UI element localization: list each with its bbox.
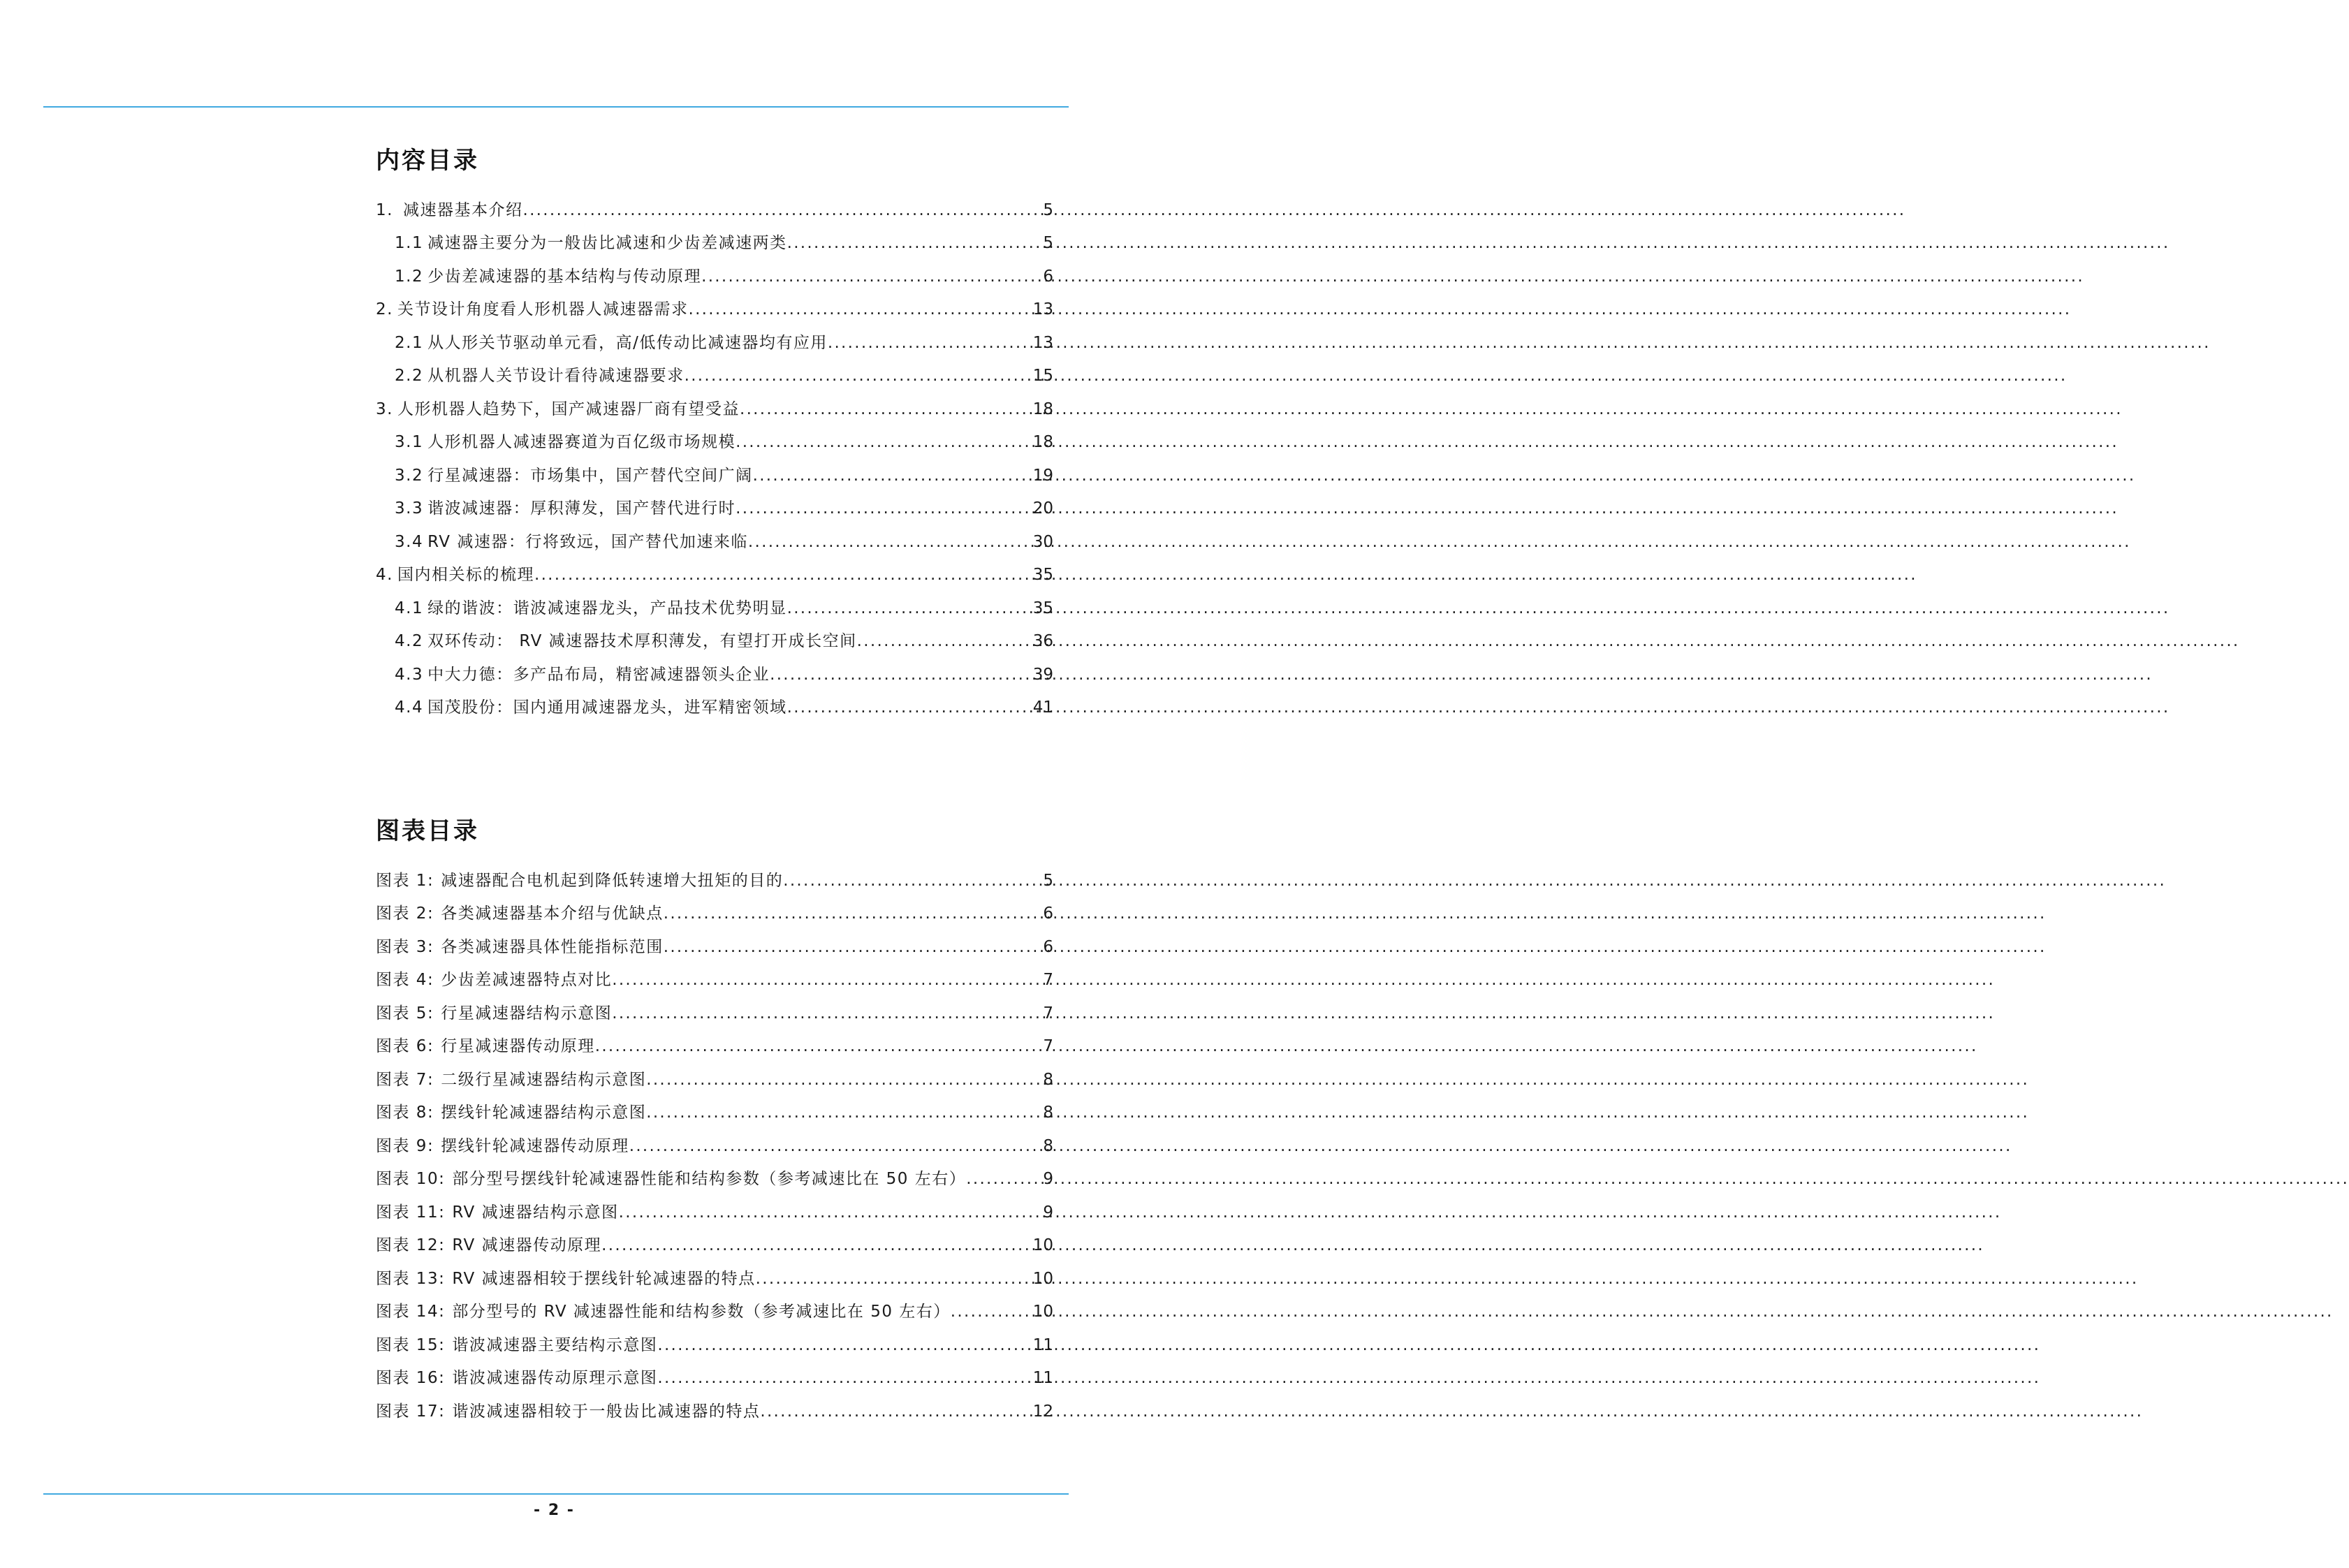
figure-leader-dots — [646, 1102, 1041, 1123]
figure-entry-title: 二级行星减速器结构示意图 — [441, 1070, 647, 1089]
figure-entry[interactable] — [376, 1292, 1053, 1326]
figure-entry-number: 图表 7: — [376, 1070, 434, 1089]
toc-entry-page: 35 — [1032, 599, 1053, 617]
toc-entry-title: 中大力德：多产品布局，精密减速器领头企业 — [427, 665, 770, 684]
toc-leader-dots — [522, 200, 1041, 221]
toc-entry[interactable] — [376, 190, 1053, 224]
toc-entry-number: 4. — [376, 566, 393, 584]
toc-entry-number: 3.4 — [395, 532, 424, 551]
figure-entry[interactable] — [376, 1060, 1053, 1093]
toc-entry[interactable] — [376, 290, 1053, 323]
toc-entry[interactable] — [376, 224, 1053, 257]
figure-entry-page: 6 — [1043, 904, 1053, 923]
figure-entry-number: 图表 10: — [376, 1170, 446, 1188]
toc-leader-dots — [753, 465, 1032, 486]
toc-entry-title: 国内相关标的梳理 — [397, 566, 534, 584]
figure-entry[interactable] — [376, 1358, 1053, 1392]
figure-entry-page: 12 — [1032, 1402, 1053, 1421]
figure-entry-number: 图表 8: — [376, 1104, 434, 1122]
figure-leader-dots — [664, 903, 1042, 924]
figure-entry-title: 各类减速器基本介绍与优缺点 — [441, 904, 664, 923]
figure-leader-dots — [646, 1069, 1041, 1090]
toc-entry-page: 18 — [1032, 400, 1053, 418]
toc-leader-dots — [534, 564, 1032, 585]
figure-entry-page: 8 — [1043, 1104, 1053, 1122]
figure-entry-page: 8 — [1043, 1136, 1053, 1155]
figure-entry-number: 图表 5: — [376, 1004, 434, 1023]
toc-entry-page: 20 — [1032, 499, 1053, 518]
toc-leader-dots — [740, 399, 1032, 420]
figure-entry-title: 部分型号摆线针轮减速器性能和结构参数（参考减速比在 50 左右） — [452, 1170, 967, 1188]
toc-entry-page: 15 — [1032, 367, 1053, 385]
figure-entry-page: 9 — [1043, 1170, 1053, 1188]
figure-entry-number: 图表 12: — [376, 1236, 446, 1254]
list-of-figures — [376, 810, 1053, 1425]
figure-entry-number: 图表 17: — [376, 1402, 446, 1421]
figure-entry-title: 摆线针轮减速器传动原理 — [441, 1136, 629, 1155]
toc-entry-number: 3.3 — [395, 499, 424, 518]
toc-leader-dots — [736, 498, 1032, 519]
toc-entry-number: 1. — [376, 200, 393, 219]
toc-entry-page: 5 — [1043, 234, 1053, 252]
figure-leader-dots — [612, 969, 1041, 990]
toc-entry-page: 13 — [1032, 300, 1053, 318]
toc-leader-dots — [787, 697, 1032, 718]
toc-entry-title: 减速器主要分为一般齿比减速和少齿差减速两类 — [427, 234, 787, 252]
figure-leader-dots — [966, 1168, 1041, 1189]
figure-entry-number: 图表 14: — [376, 1303, 446, 1321]
figure-entry[interactable] — [376, 1192, 1053, 1226]
toc-entry-title: 减速器基本介绍 — [402, 200, 523, 219]
figure-entry[interactable] — [376, 993, 1053, 1027]
figure-entry-title: 少齿差减速器特点对比 — [441, 971, 613, 989]
toc-entry-title: 人形机器人减速器赛道为百亿级市场规模 — [427, 433, 736, 451]
toc-entry-number: 3. — [376, 400, 393, 418]
toc-entry-page: 5 — [1043, 200, 1053, 219]
toc-entry-number: 4.4 — [395, 698, 424, 717]
figure-entry-title: 部分型号的 RV 减速器性能和结构参数（参考减速比在 50 左右） — [452, 1303, 951, 1321]
toc-entry[interactable] — [376, 555, 1053, 589]
toc-entry-number: 1.2 — [395, 267, 424, 286]
footer-rule — [43, 1493, 1069, 1495]
figure-entry-title: 摆线针轮减速器结构示意图 — [441, 1104, 647, 1122]
toc-entry[interactable] — [376, 389, 1053, 423]
figure-entry-title: 行星减速器传动原理 — [441, 1037, 595, 1055]
figure-entry-page: 6 — [1043, 937, 1053, 956]
figure-leader-dots — [612, 1003, 1041, 1024]
toc-entry[interactable] — [376, 423, 1053, 456]
toc-entry-page: 39 — [1032, 665, 1053, 684]
figure-entry-page: 5 — [1043, 871, 1053, 890]
toc-entry-page: 30 — [1032, 532, 1053, 551]
toc-entry-number: 2. — [376, 300, 393, 318]
toc-entry-title: 国茂股份：国内通用减速器龙头，进军精密领域 — [427, 698, 787, 717]
toc-entry-title: RV 减速器：行将致远，国产替代加速来临 — [427, 532, 748, 551]
toc-entry[interactable] — [376, 356, 1053, 390]
toc-leader-dots — [857, 631, 1032, 652]
figure-entry[interactable] — [376, 1226, 1053, 1259]
figure-entry-number: 图表 16: — [376, 1369, 446, 1387]
figure-entry[interactable] — [376, 894, 1053, 928]
toc-entry-number: 4.1 — [395, 599, 424, 617]
toc-entry-title: 绿的谐波：谐波减速器龙头，产品技术优势明显 — [427, 599, 787, 617]
toc-entry-title: 人形机器人趋势下，国产减速器厂商有望受益 — [397, 400, 740, 418]
toc-entry[interactable] — [376, 654, 1053, 688]
figure-entry-number: 图表 6: — [376, 1037, 434, 1055]
figure-leader-dots — [756, 1268, 1032, 1289]
figure-entry-page: 9 — [1043, 1203, 1053, 1222]
toc-entry-title: 关节设计角度看人形机器人减速器需求 — [397, 300, 689, 318]
toc-entry-page: 18 — [1032, 433, 1053, 451]
toc-entry-number: 2.1 — [395, 333, 424, 352]
figure-entry-title: 行星减速器结构示意图 — [441, 1004, 613, 1023]
toc-leader-dots — [828, 332, 1032, 353]
figure-leader-dots — [783, 870, 1041, 891]
figure-entry-title: RV 减速器结构示意图 — [452, 1203, 619, 1222]
toc-entry-title: 少齿差减速器的基本结构与传动原理 — [427, 267, 702, 286]
figure-entry-page: 11 — [1032, 1369, 1053, 1387]
figure-entry[interactable] — [376, 1159, 1053, 1193]
toc-entry-page: 13 — [1032, 333, 1053, 352]
toc-entry-page: 6 — [1043, 267, 1053, 286]
toc-entry-number: 3.1 — [395, 433, 424, 451]
toc-leader-dots — [688, 299, 1031, 320]
figure-entry-number: 图表 9: — [376, 1136, 434, 1155]
table-of-contents — [376, 140, 1053, 721]
figure-entry[interactable] — [376, 1259, 1053, 1292]
toc-leader-dots — [770, 664, 1032, 685]
figures-list — [376, 860, 1053, 1425]
figure-entry-page: 7 — [1043, 1037, 1053, 1055]
figure-entry-number: 图表 15: — [376, 1335, 446, 1354]
figure-entry-title: RV 减速器相较于摆线针轮减速器的特点 — [452, 1269, 756, 1288]
figure-entry[interactable] — [376, 960, 1053, 994]
figure-entry-title: 各类减速器具体性能指标范围 — [441, 937, 664, 956]
toc-entry-title: 行星减速器：市场集中，国产替代空间广阔 — [427, 466, 753, 485]
toc-entry-title: 从机器人关节设计看待减速器要求 — [427, 367, 685, 385]
toc-entry-number: 3.2 — [395, 466, 424, 485]
toc-entry-page: 41 — [1032, 698, 1053, 717]
toc-entry-number: 1.1 — [395, 234, 424, 252]
figure-leader-dots — [601, 1235, 1032, 1256]
toc-heading: 内容目录 — [376, 147, 479, 175]
toc-entry[interactable] — [376, 323, 1053, 356]
toc-entry[interactable] — [376, 489, 1053, 522]
figure-entry-page: 11 — [1032, 1335, 1053, 1354]
toc-entry-number: 4.3 — [395, 665, 424, 684]
toc-entry[interactable] — [376, 622, 1053, 655]
figure-leader-dots — [760, 1401, 1031, 1422]
figure-entry-page: 8 — [1043, 1070, 1053, 1089]
figures-heading: 图表目录 — [376, 817, 479, 845]
toc-entry-page: 36 — [1032, 632, 1053, 650]
figure-leader-dots — [629, 1136, 1042, 1157]
figure-entry-number: 图表 4: — [376, 971, 434, 989]
figure-entry-page: 10 — [1032, 1236, 1053, 1254]
figure-entry-number: 图表 11: — [376, 1203, 446, 1222]
toc-entry[interactable] — [376, 588, 1053, 622]
figure-leader-dots — [595, 1036, 1042, 1057]
figure-entry-number: 图表 2: — [376, 904, 434, 923]
figure-entry[interactable] — [376, 1391, 1053, 1425]
figure-entry[interactable] — [376, 1093, 1053, 1127]
toc-entry-title: 谐波减速器：厚积薄发，国产替代进行时 — [427, 499, 736, 518]
toc-leader-dots — [787, 598, 1032, 619]
figure-entry-title: 谐波减速器传动原理示意图 — [452, 1369, 658, 1387]
figure-leader-dots — [657, 1368, 1031, 1389]
figure-entry-page: 10 — [1032, 1269, 1053, 1288]
figure-entry-number: 图表 1: — [376, 871, 434, 890]
toc-leader-dots — [748, 532, 1032, 552]
toc-entry[interactable] — [376, 256, 1053, 290]
figure-entry-page: 7 — [1043, 971, 1053, 989]
toc-leader-dots — [701, 266, 1041, 287]
figure-leader-dots — [657, 1335, 1031, 1356]
toc-entry-page: 19 — [1032, 466, 1053, 485]
page-number: - 2 - — [534, 1502, 575, 1519]
figure-entry-page: 7 — [1043, 1004, 1053, 1023]
toc-entry[interactable] — [376, 522, 1053, 555]
figure-entry[interactable] — [376, 1126, 1053, 1159]
figure-leader-dots — [619, 1202, 1042, 1223]
toc-entry[interactable] — [376, 688, 1053, 721]
toc-entry-title: 双环传动： RV 减速器技术厚积薄发，有望打开成长空间 — [427, 632, 857, 650]
figure-entry-number: 图表 3: — [376, 937, 434, 956]
toc-entry[interactable] — [376, 455, 1053, 489]
toc-entry-number: 4.2 — [395, 632, 424, 650]
toc-entry-page: 35 — [1032, 566, 1053, 584]
header-rule — [43, 106, 1069, 108]
figure-leader-dots — [951, 1301, 1032, 1322]
figure-entry-number: 图表 13: — [376, 1269, 446, 1288]
toc-entry-title: 从人形关节驱动单元看，高/低传动比减速器均有应用 — [427, 333, 828, 352]
toc-list — [376, 190, 1053, 721]
toc-leader-dots — [685, 365, 1032, 386]
figure-entry[interactable] — [376, 860, 1053, 894]
figure-entry-title: 减速器配合电机起到降低转速增大扭矩的目的 — [441, 871, 784, 890]
toc-entry-number: 2.2 — [395, 367, 424, 385]
figure-leader-dots — [664, 937, 1042, 958]
figure-entry-page: 10 — [1032, 1303, 1053, 1321]
figure-entry[interactable] — [376, 1325, 1053, 1358]
figure-entry-title: 谐波减速器主要结构示意图 — [452, 1335, 658, 1354]
toc-leader-dots — [736, 432, 1032, 453]
toc-leader-dots — [787, 233, 1042, 254]
figure-entry[interactable] — [376, 927, 1053, 960]
figure-entry-title: 谐波减速器相较于一般齿比减速器的特点 — [452, 1402, 761, 1421]
figure-entry-title: RV 减速器传动原理 — [452, 1236, 602, 1254]
figure-entry[interactable] — [376, 1027, 1053, 1060]
